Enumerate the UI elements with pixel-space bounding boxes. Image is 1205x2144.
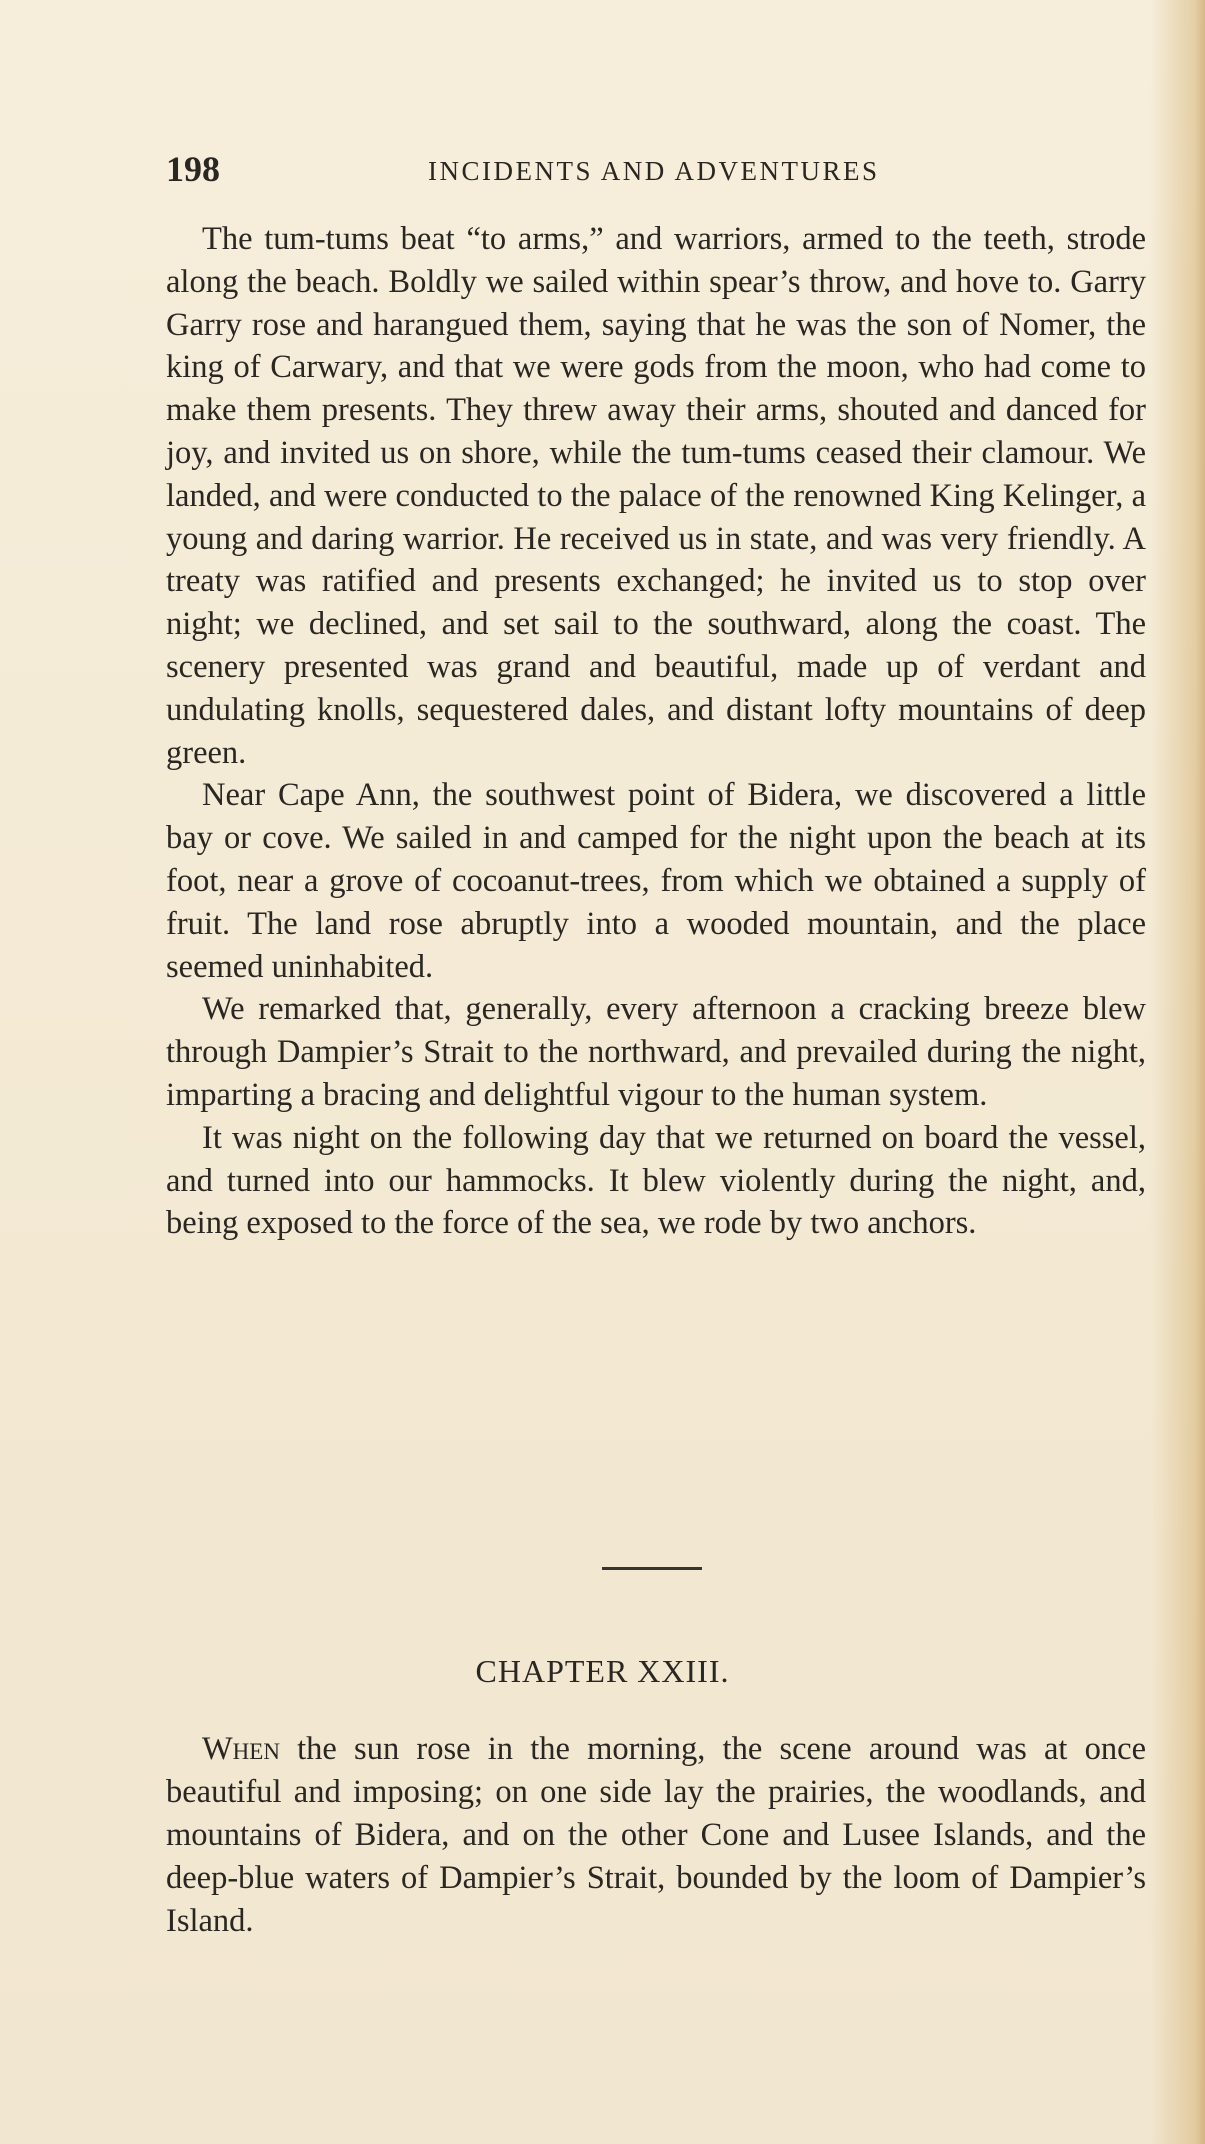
chapter-opening-text: the sun rose in the morning, the scene around was at once beautiful and imposing; on one side lay the prairies, the woodlands, and mountains of Bidera, and on the other Cone and Lusee Islands, and the deep-blue waters of Dampier’s Strait, bounded by the loom of Dampier’s Island. [166, 1731, 1146, 1939]
section-divider [602, 1567, 702, 1570]
paragraph: The tum-tums beat “to arms,” and warriors, armed to the teeth, strode along the beach. Boldly we sailed within spear’s throw, and hove to. Garry Garry rose and harangued them, saying that he was the son of Nomer, the king of Carwary, and that we were gods from the moon, who had come to make them presents. They threw away their arms, shouted and danced for joy, and invited us on shore, while the tum-tums ceased their clamour. We landed, and were conducted to the palace of the renowned King Kelinger, a young and daring warrior. He received us in state, and was very friendly. A treaty was ratified and presents exchanged; he invited us to stop over night; we declined, and set sail to the southward, along the coast. The scenery presented was grand and beautiful, made up of verdant and undulating knolls, sequestered dales, and distant lofty mountains of deep green. [166, 221, 1146, 771]
paragraph: We remarked that, generally, every afternoon a cracking breeze blew through Dampier’s Strait to the northward, and prevailed during the night, imparting a bracing and delightful vigour to the human system. [166, 991, 1146, 1113]
paragraph: Near Cape Ann, the southwest point of Bidera, we discovered a little bay or cove. We sailed in and camped for the night upon the beach at its foot, near a grove of cocoanut-trees, from which we obtained a supply of fruit. The land rose abruptly into a wooded mountain, and the place seemed uninhabited. [166, 777, 1146, 985]
chapter-first-word: When [202, 1731, 280, 1767]
body-text [166, 218, 1146, 1245]
chapter-title: CHAPTER XXIII. [475, 1653, 730, 1689]
paragraph: It was night on the following day that we returned on board the vessel, and turned into our hammocks. It blew violently during the night, and, being exposed to the force of the sea, we rode by two anchors. [166, 1119, 1146, 1242]
chapter-paragraph [166, 1728, 1146, 1943]
chapter-opening [166, 1728, 1146, 1943]
running-title: INCIDENTS AND ADVENTURES [428, 156, 880, 186]
page-number: 198 [166, 149, 220, 189]
running-head [166, 148, 1176, 192]
